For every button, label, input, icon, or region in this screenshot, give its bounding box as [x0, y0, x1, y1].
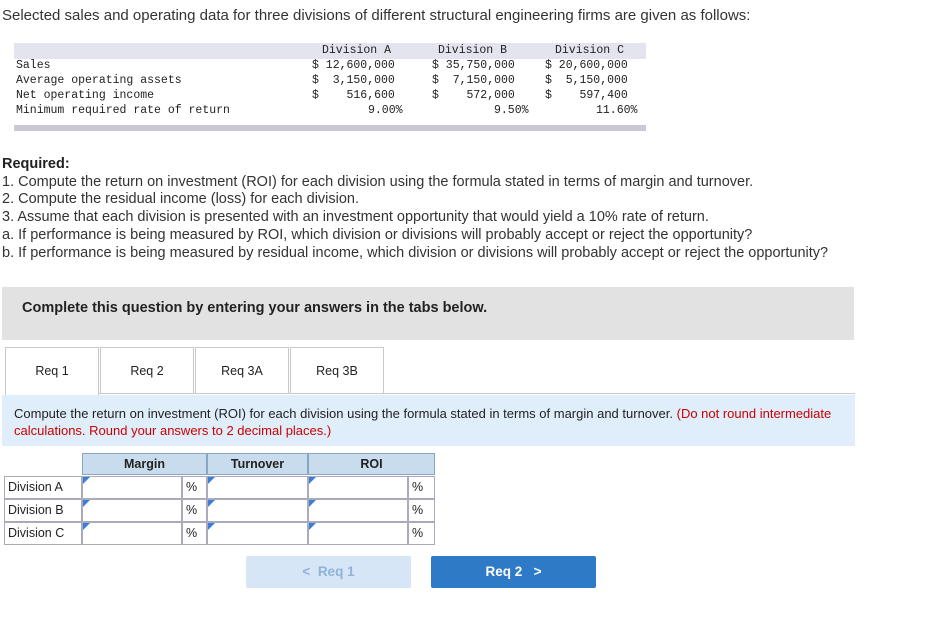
noi-division-c: $ 597,400	[545, 89, 628, 102]
noi-division-b: $ 572,000	[432, 89, 515, 102]
sales-division-b: $ 35,750,000	[432, 59, 515, 72]
prompt-paragraph	[14, 405, 849, 439]
assets-division-a: $ 3,150,000	[312, 74, 395, 87]
tab-divider	[98, 393, 855, 394]
data-table-footer-band	[14, 125, 646, 131]
prev-req-label: Req 1	[317, 564, 355, 579]
required-item-1: 1. Compute the return on investment (ROI) for each division using the formula stated in terms of margin and turnover.	[2, 173, 754, 190]
assets-division-b: $ 7,150,000	[432, 74, 515, 87]
col-header-division-b: Division B	[438, 44, 508, 57]
min-rate-division-b: 9.50%	[494, 104, 529, 117]
instructions-banner	[2, 287, 854, 340]
margin-input-division-c[interactable]	[82, 522, 182, 545]
chevron-right-icon: >	[533, 564, 542, 579]
required-item-2: 2. Compute the residual income (loss) for each division.	[2, 191, 360, 208]
prompt-note: (Do not round intermediate calculations. Round your answers to 2 decimal places.)	[14, 406, 832, 438]
turnover-input-division-b[interactable]	[207, 499, 308, 522]
tab-req-1[interactable]: Req 1	[5, 347, 99, 395]
required-item-3b: b. If performance is being measured by residual income, which division or divisions will probably accept or reject the opportunity?	[2, 244, 829, 261]
roi-input-division-c[interactable]	[308, 522, 408, 545]
margin-unit-division-b: %	[182, 499, 207, 522]
next-req-button[interactable]	[431, 556, 596, 588]
col-header-margin: Margin	[82, 453, 207, 475]
required-section	[2, 156, 828, 262]
roi-input-division-b[interactable]	[308, 499, 408, 522]
col-header-division-a: Division A	[322, 44, 392, 57]
col-header-roi: ROI	[308, 453, 435, 475]
tab-req-2[interactable]: Req 2	[100, 347, 194, 394]
roi-unit-division-b: %	[408, 499, 435, 522]
tab-req-3b[interactable]: Req 3B	[290, 347, 384, 394]
margin-unit-division-a: %	[182, 476, 207, 499]
row-label-min-rate: Minimum required rate of return	[16, 104, 230, 117]
answer-grid	[4, 453, 435, 545]
row-label-division-a: Division A	[4, 476, 82, 499]
min-rate-division-a: 9.00%	[368, 104, 403, 117]
required-heading: Required:	[2, 156, 70, 172]
min-rate-division-c: 11.60%	[596, 104, 638, 117]
next-req-label: Req 2	[485, 564, 523, 579]
roi-unit-division-a: %	[408, 476, 435, 499]
margin-input-division-b[interactable]	[82, 499, 182, 522]
margin-input-division-a[interactable]	[82, 476, 182, 499]
question-prompt	[2, 395, 855, 446]
roi-input-division-a[interactable]	[308, 476, 408, 499]
margin-unit-division-c: %	[182, 522, 207, 545]
prev-req-button[interactable]	[246, 556, 411, 588]
banner-text: Complete this question by entering your answers in the tabs below.	[22, 300, 488, 316]
sales-division-c: $ 20,600,000	[545, 59, 628, 72]
assets-division-c: $ 5,150,000	[545, 74, 628, 87]
sales-division-a: $ 12,600,000	[312, 59, 395, 72]
row-label-noi: Net operating income	[16, 89, 155, 102]
prompt-text: Compute the return on investment (ROI) for each division using the formula stated in terms of margin and turnover.	[14, 406, 673, 421]
row-label-division-c: Division C	[4, 522, 82, 545]
required-item-3: 3. Assume that each division is presented with an investment opportunity that would yield a 10% rate of return.	[2, 209, 709, 226]
col-header-turnover: Turnover	[207, 453, 308, 475]
required-item-3a: a. If performance is being measured by ROI, which division or divisions will probably accept or reject the opportunity?	[2, 226, 753, 243]
noi-division-a: $ 516,600	[312, 89, 395, 102]
data-table	[14, 43, 646, 132]
row-label-sales: Sales	[16, 59, 51, 72]
roi-unit-division-c: %	[408, 522, 435, 545]
tab-req-3a[interactable]: Req 3A	[195, 347, 289, 394]
turnover-input-division-a[interactable]	[207, 476, 308, 499]
col-header-division-c: Division C	[555, 44, 625, 57]
row-label-assets: Average operating assets	[16, 74, 182, 87]
chevron-left-icon: <	[302, 564, 311, 579]
row-label-division-b: Division B	[4, 499, 82, 522]
intro-text: Selected sales and operating data for three divisions of different structural engineering firms are given as follows:	[2, 7, 751, 24]
turnover-input-division-c[interactable]	[207, 522, 308, 545]
